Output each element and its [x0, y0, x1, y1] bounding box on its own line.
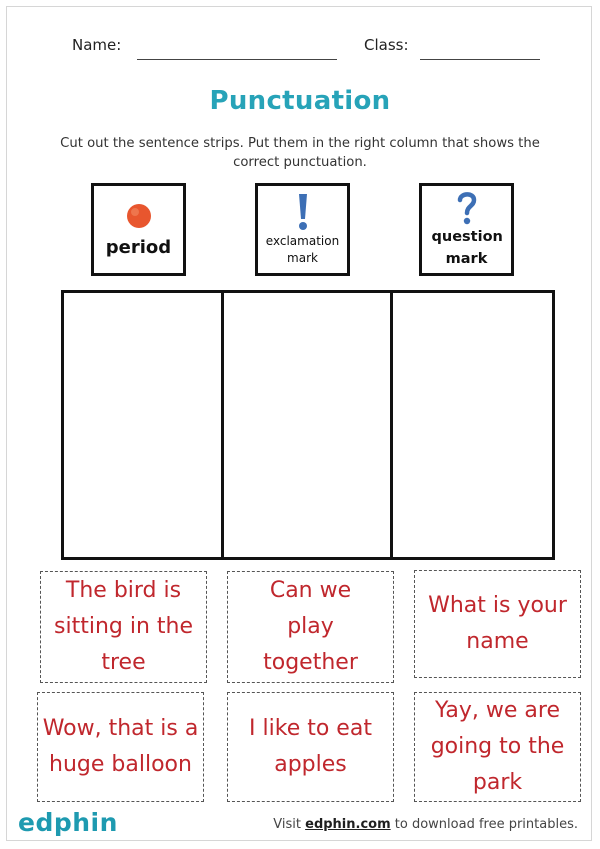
sentence-strip[interactable] [414, 570, 581, 678]
sentence-strip[interactable] [414, 692, 581, 802]
sentence-strip-text: The bird is sitting in the tree [54, 578, 193, 675]
sentence-strip[interactable] [227, 692, 394, 802]
category-box-question [419, 183, 514, 276]
sentence-strip-text: Wow, that is a huge balloon [42, 716, 199, 777]
exclamation-mark-icon [293, 192, 313, 232]
question-mark-icon [455, 190, 479, 226]
period-dot-icon [124, 201, 154, 231]
sorting-table [61, 290, 555, 560]
class-label: Class: [364, 36, 409, 54]
page-title: Punctuation [209, 86, 391, 116]
sentence-strip[interactable] [37, 692, 204, 802]
category-label-question: question mark [431, 228, 503, 267]
class-input-line[interactable] [420, 59, 540, 60]
sentence-strip-text: What is your name [428, 593, 567, 654]
name-label: Name: [72, 36, 122, 54]
footer-link[interactable]: edphin.com [305, 817, 391, 832]
edphin-logo: edphin [18, 808, 118, 837]
sentence-strip[interactable] [40, 571, 207, 683]
sorting-column-exclamation[interactable] [221, 293, 390, 557]
category-label-period: period [105, 237, 172, 258]
category-box-exclamation [255, 183, 350, 276]
instructions: Cut out the sentence strips. Put them in the right column that shows the correct punctuation. [60, 136, 540, 170]
category-label-exclamation: exclamation mark [265, 234, 340, 265]
sorting-column-question[interactable] [390, 293, 552, 557]
name-input-line[interactable] [137, 59, 337, 60]
category-box-period [91, 183, 186, 276]
sentence-strip-text: Can we play together [263, 578, 358, 675]
sorting-column-period[interactable] [64, 293, 221, 557]
sentence-strip[interactable] [227, 571, 394, 683]
sentence-strip-text: I like to eat apples [249, 716, 372, 777]
footer-suffix: to download free printables. [390, 817, 578, 832]
sentence-strip-text: Yay, we are going to the park [430, 698, 565, 795]
footer-prefix: Visit [273, 817, 306, 832]
footer-text [273, 817, 578, 832]
